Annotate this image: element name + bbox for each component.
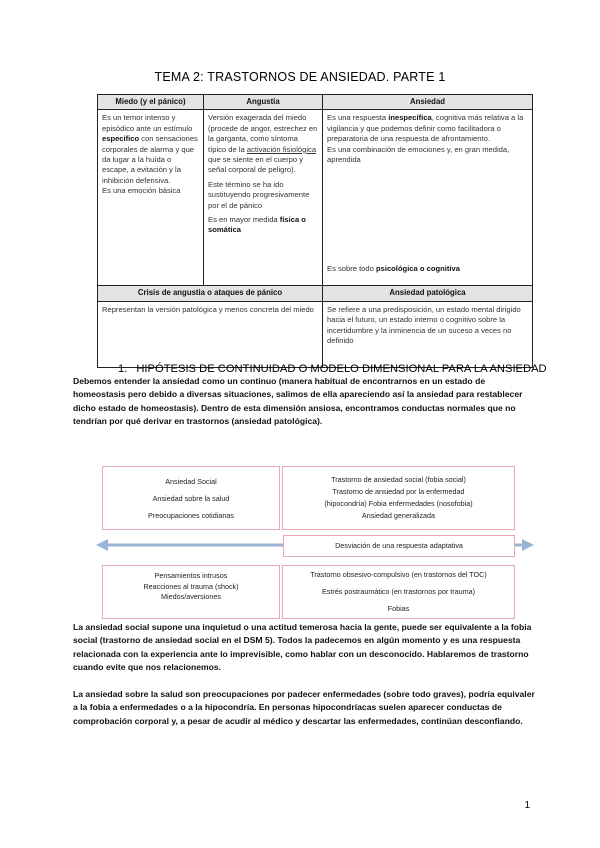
cell-miedo <box>98 110 204 286</box>
paragraph-social-anxiety: La ansiedad social supone una inquietud o una actitud temerosa hacia la gente, puede ser equivalente a la fobia social (trastorno de ansiedad social en el DSM 5). Todos la padecemos en algún momento y es una respuesta relacionada con la experiencia ante lo imprevisible, como hablar con un desconocido. Hablaremos de trastorno cuando evite que nos relacionemos. <box>73 622 532 673</box>
angustia-p3b: física o somática <box>208 215 306 235</box>
angustia-p2: Este término se ha ido sustituyendo progresivamente por el de pánico <box>208 179 310 210</box>
page-number: 1 <box>524 800 530 811</box>
diagram-item: Ansiedad sobre la salud <box>152 494 230 503</box>
anxiety-disorders-box <box>282 466 515 530</box>
ansiedad-p3b: psicológica o cognitiva <box>375 264 460 274</box>
diagram-item: Trastorno obsesivo-compulsivo (en trastornos del TOC) <box>310 570 487 579</box>
table-header-row-2 <box>98 286 533 301</box>
ansiedad-p1c: , cognitiva más relativa a la vigilancia y que podemos definir como facilitadora o preparatoria de una respuesta de afrontamiento. <box>327 113 524 144</box>
diagram-item: Reacciones al trauma (shock) <box>143 581 239 591</box>
miedo-bold: específico <box>102 134 140 144</box>
diagram-item: (hipocondría) Fobia enfermedades (nosofobia) <box>324 499 473 508</box>
diagram-item: Ansiedad generalizada <box>361 511 436 520</box>
header-ansiedad: Ansiedad <box>323 95 533 110</box>
diagram-item: Ansiedad Social <box>165 477 217 486</box>
ansiedad-p1b: inespecífica <box>388 113 432 123</box>
header-crisis: Crisis de angustia o ataques de pánico <box>98 286 323 301</box>
diagram-item: Fobias <box>387 604 410 613</box>
paragraph-health-anxiety: La ansiedad sobre la salud son preocupaciones por padecer enfermedades (sobre todo graves), podría equivaler a la fobia a enfermedades o a la hipocondría. En personas hipocondríacas suelen aparecer conductas de comprobación corporal y, a pesar de acudir al médico y descartar las enfermedades, continúan desconfiando. <box>73 689 535 726</box>
diagram-item: Preocupaciones cotidianas <box>148 511 234 520</box>
table-header-row <box>98 95 533 110</box>
deviation-label: Desviación de una respuesta adaptativa <box>283 535 515 557</box>
diagram-item: Pensamientos intrusos <box>154 571 228 580</box>
normal-reactions-box <box>102 565 280 619</box>
header-angustia: Angustia <box>204 95 323 110</box>
section-heading-text: HIPÓTESIS DE CONTINUIDAD O MODELO DIMENSIONAL PARA LA ANSIEDAD <box>136 363 547 375</box>
section-heading <box>118 363 547 375</box>
table-row <box>98 301 533 367</box>
angustia-p1a: Versión exagerada del miedo (procede de angor, estrechez en la garganta, como síntoma típico de la <box>208 113 318 154</box>
diagram-item: Trastorno de ansiedad social (fobia social) <box>331 475 466 484</box>
cell-ansiedad <box>323 110 533 286</box>
miedo-text: Es un temor intenso y episódico ante un estímulo <box>102 113 193 133</box>
related-disorders-box <box>282 565 515 619</box>
document-title: TEMA 2: TRASTORNOS DE ANSIEDAD. PARTE 1 <box>154 70 446 84</box>
angustia-p1u: activación fisiológica <box>246 144 317 154</box>
cell-crisis: Representan la versión patológica y menos concreta del miedo <box>98 301 323 367</box>
table-row <box>98 110 533 286</box>
header-miedo: Miedo (y el pánico) <box>98 95 204 110</box>
normal-anxiety-box <box>102 466 280 530</box>
emotions-table <box>97 94 533 368</box>
ansiedad-p1a: Es una respuesta <box>327 113 389 123</box>
diagram-item: Estrés postraumático (en trastornos por trauma) <box>322 587 475 596</box>
header-patologica: Ansiedad patológica <box>323 286 533 301</box>
cell-patologica: Se refiere a una predisposición, un estado mental dirigido hacia el futuro, un estado interno o cognitivo sobre la incertidumbre y la inminencia de un suceso a veces no definido <box>323 301 533 367</box>
miedo-text2: con sensaciones corporales de alarma y que da lugar a la huída o escape, a evitación y la inhibición defensiva. <box>102 134 198 185</box>
diagram-item: Miedos/aversiones <box>161 592 221 601</box>
diagram-item: Trastorno de ansiedad por la enfermedad <box>332 487 465 496</box>
angustia-p1b: que se siente en el cuerpo y señal corporal de peligro). <box>208 155 303 175</box>
angustia-p3a: Es en mayor medida <box>208 215 280 225</box>
miedo-last: Es una emoción básica <box>102 186 181 196</box>
ansiedad-p3a: Es sobre todo <box>327 264 376 274</box>
section-number: 1. <box>118 363 128 375</box>
cell-angustia <box>204 110 323 286</box>
paragraph-continuum: Debemos entender la ansiedad como un continuo (manera habitual de encontrarnos en un estado de homeostasis pero debido a diversas situaciones, salimos de ella apareciendo así la ansiedad para restablecer dicho estado de homeostasis). Dentro de esta dimensión ansiosa, encontramos conductas normales que no tendrían por qué derivar en trastornos (ansiedad patológica). <box>73 376 523 427</box>
ansiedad-p2: Es una combinación de emociones y, en gran medida, aprendida <box>327 144 510 165</box>
